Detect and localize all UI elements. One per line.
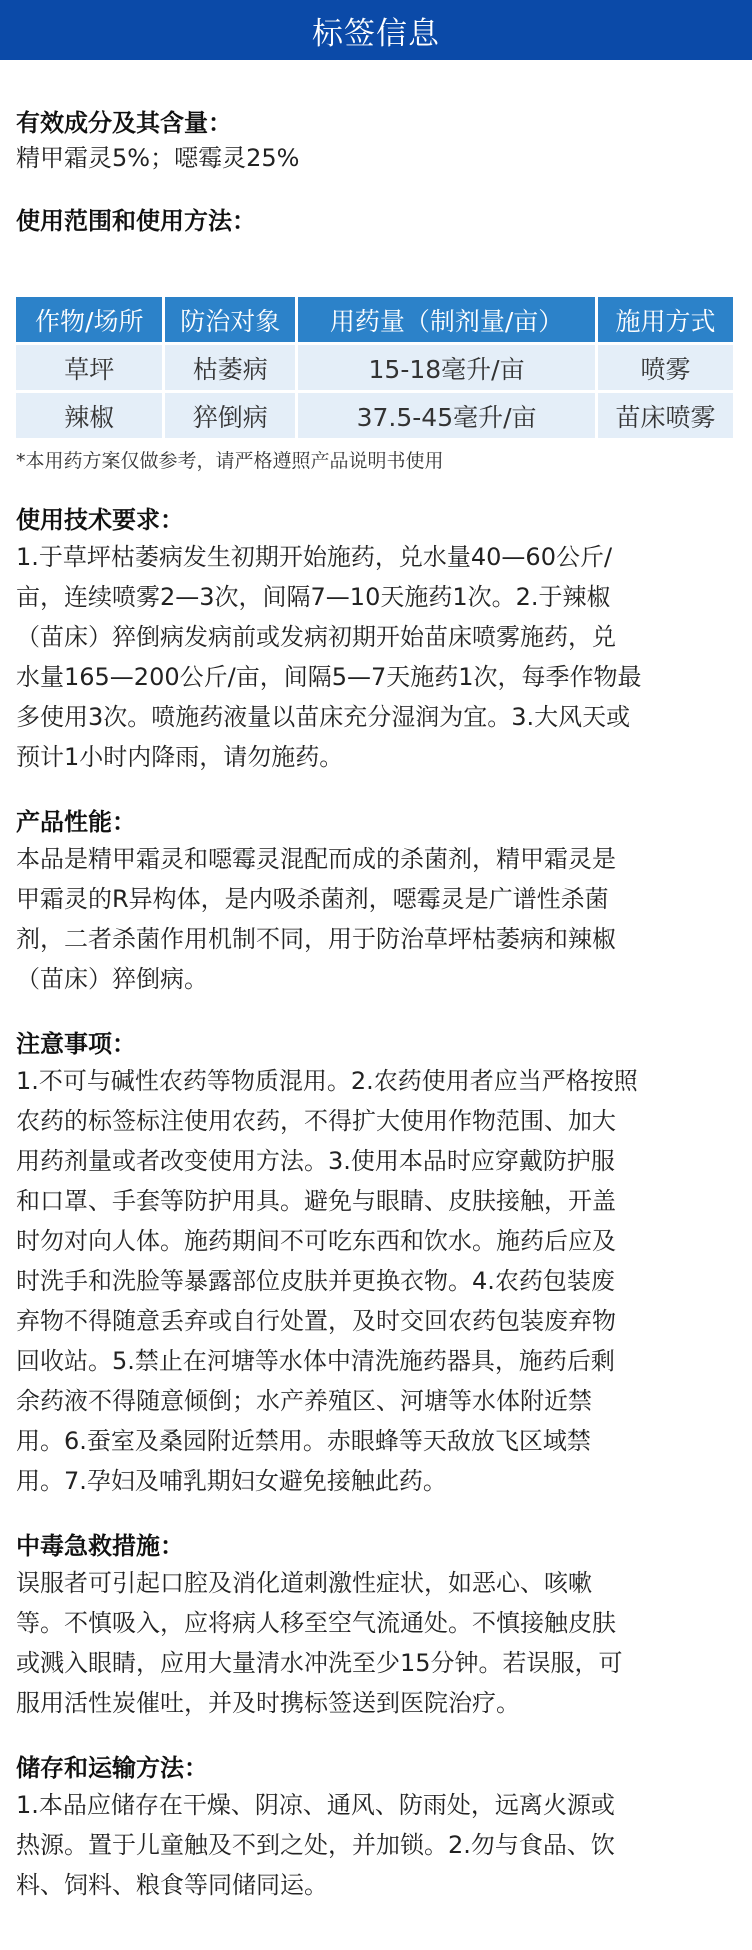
table-cell-target: 枯萎病 [165,345,295,390]
table-row [16,345,733,390]
text-line: 回收站。5.禁止在河塘等水体中清洗施药器具，施药后剩 [16,1347,615,1375]
text-line: （苗床）猝倒病发病前或发病初期开始苗床喷雾施药，兑 [16,623,616,651]
tech-section [16,503,736,777]
text-line: 等。不慎吸入，应将病人移至空气流通处。不慎接触皮肤 [16,1609,616,1637]
text-line: 农药的标签标注使用农药，不得扩大使用作物范围、加大 [16,1107,616,1135]
usage-heading: 使用范围和使用方法： [16,207,256,235]
cautions-text [16,1061,736,1501]
firstaid-section [16,1529,736,1723]
text-line: 时勿对向人体。施药期间不可吃东西和饮水。施药后应及 [16,1227,616,1255]
text-line: 和口罩、手套等防护用具。避免与眼睛、皮肤接触，开盖 [16,1187,616,1215]
firstaid-heading: 中毒急救措施： [16,1532,184,1560]
column-header-crop: 作物/场所 [16,297,162,342]
label-content [0,106,752,1905]
text-line: 用药剂量或者改变使用方法。3.使用本品时应穿戴防护服 [16,1147,615,1175]
text-line: 料、饲料、粮食等同储同运。 [16,1871,328,1899]
text-line: 弃物不得随意丢弃或自行处置，及时交回农药包装废弃物 [16,1307,616,1335]
column-header-dosage: 用药量（制剂量/亩） [298,297,595,342]
text-line: 或溅入眼睛，应用大量清水冲洗至少15分钟。若误服，可 [16,1649,623,1677]
text-line: 服用活性炭催吐，并及时携标签送到医院治疗。 [16,1689,520,1717]
text-line: 用。6.蚕室及桑园附近禁用。赤眼蜂等天敌放飞区域禁 [16,1427,591,1455]
firstaid-text [16,1563,736,1723]
text-line: 1.本品应储存在干燥、阴凉、通风、防雨处，远离火源或 [16,1791,615,1819]
table-cell-method: 苗床喷雾 [598,393,733,438]
usage-note: *本用药方案仅做参考，请严格遵照产品说明书使用 [16,450,444,472]
text-line: 用。7.孕妇及哺乳期妇女避免接触此药。 [16,1467,447,1495]
ingredients-heading: 有效成分及其含量： [16,109,232,137]
usage-table-header-row [16,297,733,342]
text-line: 余药液不得随意倾倒；水产养殖区、河塘等水体附近禁 [16,1387,592,1415]
text-line: （苗床）猝倒病。 [16,965,208,993]
table-cell-crop: 辣椒 [16,393,162,438]
ingredients-text: 精甲霜灵5%；噁霉灵25% [16,144,300,172]
performance-text [16,839,736,999]
text-line: 预计1小时内降雨，请勿施药。 [16,743,344,771]
text-line: 多使用3次。喷施药液量以苗床充分湿润为宜。3.大风天或 [16,703,631,731]
text-line: 1.于草坪枯萎病发生初期开始施药，兑水量40—60公斤/ [16,543,613,571]
tech-text [16,537,736,777]
ingredients-section [16,106,736,176]
text-line: 水量165—200公斤/亩，间隔5—7天施药1次，每季作物最 [16,663,642,691]
text-line: 热源。置于儿童触及不到之处，并加锁。2.勿与食品、饮 [16,1831,615,1859]
text-line: 亩，连续喷雾2—3次，间隔7—10天施药1次。2.于辣椒 [16,583,611,611]
table-cell-method: 喷雾 [598,345,733,390]
storage-section [16,1751,736,1905]
text-line: 本品是精甲霜灵和噁霉灵混配而成的杀菌剂，精甲霜灵是 [16,845,616,873]
table-cell-dosage: 15-18毫升/亩 [298,345,595,390]
column-header-method: 施用方式 [598,297,733,342]
table-cell-target: 猝倒病 [165,393,295,438]
performance-heading: 产品性能： [16,808,136,836]
column-header-target: 防治对象 [165,297,295,342]
tech-heading: 使用技术要求： [16,506,184,534]
storage-text [16,1785,736,1905]
text-line: 剂，二者杀菌作用机制不同，用于防治草坪枯萎病和辣椒 [16,925,616,953]
table-row [16,393,733,438]
text-line: 误服者可引起口腔及消化道刺激性症状，如恶心、咳嗽 [16,1569,592,1597]
usage-section [16,204,736,475]
cautions-heading: 注意事项： [16,1030,136,1058]
text-line: 1.不可与碱性农药等物质混用。2.农药使用者应当严格按照 [16,1067,638,1095]
text-line: 时洗手和洗脸等暴露部位皮肤并更换衣物。4.农药包装废 [16,1267,615,1295]
page-header [0,0,752,60]
table-cell-dosage: 37.5-45毫升/亩 [298,393,595,438]
page-title: 标签信息 [312,15,440,52]
usage-table [13,294,736,441]
text-line: 甲霜灵的R异构体，是内吸杀菌剂，噁霉灵是广谱性杀菌 [16,885,609,913]
table-cell-crop: 草坪 [16,345,162,390]
cautions-section [16,1027,736,1501]
storage-heading: 储存和运输方法： [16,1754,208,1782]
performance-section [16,805,736,999]
